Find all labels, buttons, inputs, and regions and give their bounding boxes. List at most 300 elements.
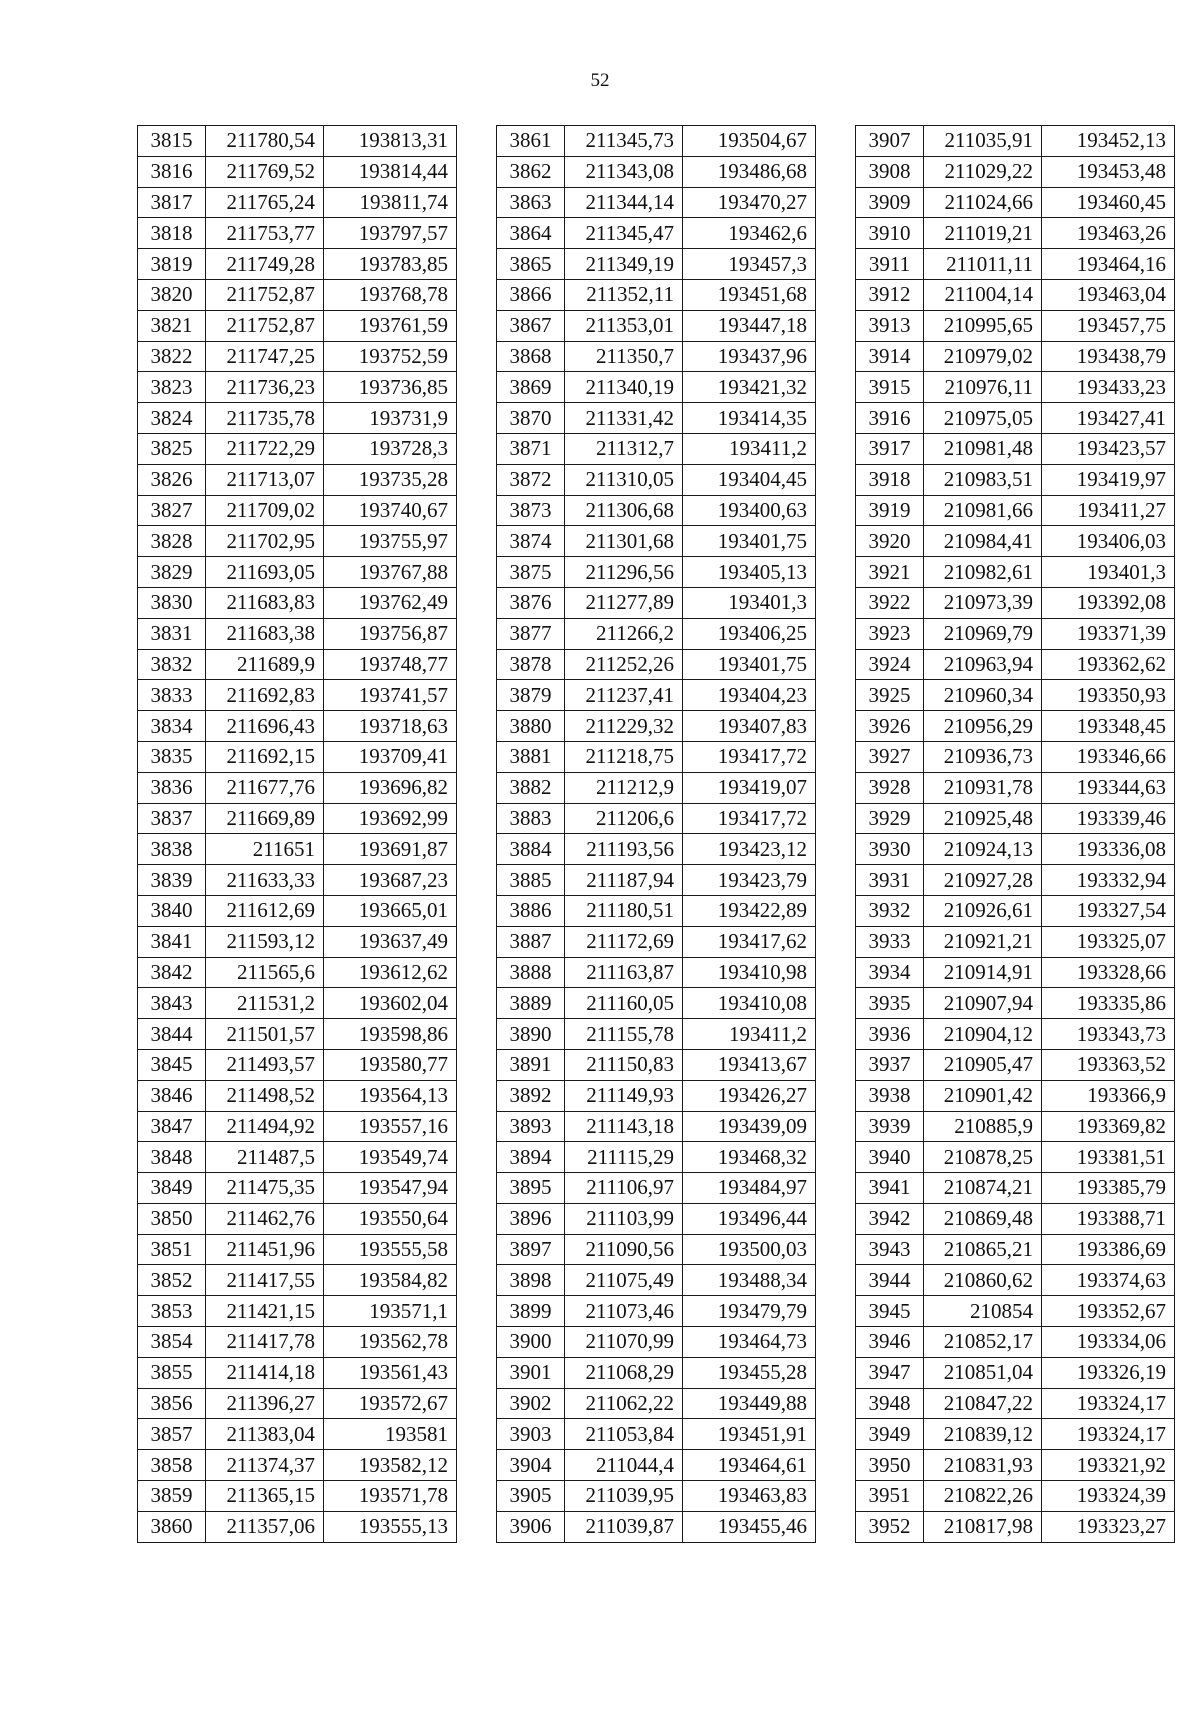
point-number-cell: 3830 (138, 587, 206, 618)
point-number-cell: 3874 (497, 526, 565, 557)
y-coordinate-cell: 193468,32 (683, 1142, 816, 1173)
point-number-cell: 3832 (138, 649, 206, 680)
x-coordinate-cell: 211218,75 (565, 741, 683, 772)
y-coordinate-cell: 193484,97 (683, 1173, 816, 1204)
y-coordinate-cell: 193385,79 (1042, 1173, 1175, 1204)
x-coordinate-cell: 210921,21 (924, 926, 1042, 957)
x-coordinate-cell: 211501,57 (206, 1019, 324, 1050)
x-coordinate-cell: 211612,69 (206, 895, 324, 926)
x-coordinate-cell: 211749,28 (206, 249, 324, 280)
table-row (497, 680, 816, 711)
x-coordinate-cell: 210981,48 (924, 433, 1042, 464)
point-number-cell: 3907 (856, 126, 924, 157)
point-number-cell: 3836 (138, 772, 206, 803)
y-coordinate-cell: 193417,72 (683, 741, 816, 772)
point-number-cell: 3882 (497, 772, 565, 803)
y-coordinate-cell: 193768,78 (324, 279, 457, 310)
point-number-cell: 3937 (856, 1049, 924, 1080)
y-coordinate-cell: 193460,45 (1042, 187, 1175, 218)
y-coordinate-cell: 193783,85 (324, 249, 457, 280)
x-coordinate-cell: 211531,2 (206, 988, 324, 1019)
x-coordinate-cell: 210904,12 (924, 1019, 1042, 1050)
table-row (138, 803, 457, 834)
y-coordinate-cell: 193324,17 (1042, 1419, 1175, 1450)
y-coordinate-cell: 193455,28 (683, 1357, 816, 1388)
x-coordinate-cell: 211345,73 (565, 126, 683, 157)
table-row (497, 1357, 816, 1388)
table-row (856, 1019, 1175, 1050)
x-coordinate-cell: 210995,65 (924, 310, 1042, 341)
y-coordinate-cell: 193496,44 (683, 1203, 816, 1234)
table-row (497, 187, 816, 218)
x-coordinate-cell: 210852,17 (924, 1327, 1042, 1358)
x-coordinate-cell: 211237,41 (565, 680, 683, 711)
y-coordinate-cell: 193439,09 (683, 1111, 816, 1142)
point-number-cell: 3822 (138, 341, 206, 372)
point-number-cell: 3862 (497, 156, 565, 187)
y-coordinate-cell: 193406,25 (683, 618, 816, 649)
x-coordinate-cell: 211353,01 (565, 310, 683, 341)
point-number-cell: 3934 (856, 957, 924, 988)
x-coordinate-cell: 210854 (924, 1296, 1042, 1327)
point-number-cell: 3922 (856, 587, 924, 618)
table-row (138, 279, 457, 310)
y-coordinate-cell: 193427,41 (1042, 403, 1175, 434)
table-row (856, 1173, 1175, 1204)
point-number-cell: 3842 (138, 957, 206, 988)
point-number-cell: 3876 (497, 587, 565, 618)
y-coordinate-cell: 193813,31 (324, 126, 457, 157)
point-number-cell: 3878 (497, 649, 565, 680)
x-coordinate-cell: 210905,47 (924, 1049, 1042, 1080)
table-row (497, 834, 816, 865)
point-number-cell: 3880 (497, 711, 565, 742)
y-coordinate-cell: 193362,62 (1042, 649, 1175, 680)
x-coordinate-cell: 210936,73 (924, 741, 1042, 772)
x-coordinate-cell: 211462,76 (206, 1203, 324, 1234)
point-number-cell: 3852 (138, 1265, 206, 1296)
table-row (497, 1265, 816, 1296)
y-coordinate-cell: 193438,79 (1042, 341, 1175, 372)
table-row (856, 1080, 1175, 1111)
x-coordinate-cell: 211035,91 (924, 126, 1042, 157)
point-number-cell: 3820 (138, 279, 206, 310)
x-coordinate-cell: 211277,89 (565, 587, 683, 618)
table-row (138, 1111, 457, 1142)
point-number-cell: 3912 (856, 279, 924, 310)
y-coordinate-cell: 193756,87 (324, 618, 457, 649)
x-coordinate-cell: 211068,29 (565, 1357, 683, 1388)
y-coordinate-cell: 193419,97 (1042, 464, 1175, 495)
x-coordinate-cell: 210851,04 (924, 1357, 1042, 1388)
x-coordinate-cell: 211383,04 (206, 1419, 324, 1450)
y-coordinate-cell: 193404,23 (683, 680, 816, 711)
x-coordinate-cell: 211651 (206, 834, 324, 865)
point-number-cell: 3904 (497, 1450, 565, 1481)
x-coordinate-cell: 210975,05 (924, 403, 1042, 434)
y-coordinate-cell: 193571,1 (324, 1296, 457, 1327)
y-coordinate-cell: 193417,72 (683, 803, 816, 834)
point-number-cell: 3897 (497, 1234, 565, 1265)
table-row (497, 156, 816, 187)
point-number-cell: 3896 (497, 1203, 565, 1234)
point-number-cell: 3941 (856, 1173, 924, 1204)
table-row (856, 988, 1175, 1019)
table-row (138, 895, 457, 926)
y-coordinate-cell: 193741,57 (324, 680, 457, 711)
table-row (497, 772, 816, 803)
y-coordinate-cell: 193401,75 (683, 649, 816, 680)
table-row (138, 865, 457, 896)
point-number-cell: 3867 (497, 310, 565, 341)
table-row (138, 1388, 457, 1419)
point-number-cell: 3827 (138, 495, 206, 526)
y-coordinate-cell: 193363,52 (1042, 1049, 1175, 1080)
y-coordinate-cell: 193455,46 (683, 1511, 816, 1542)
x-coordinate-cell: 211073,46 (565, 1296, 683, 1327)
coordinates-table-1 (137, 125, 457, 1543)
y-coordinate-cell: 193334,06 (1042, 1327, 1175, 1358)
point-number-cell: 3825 (138, 433, 206, 464)
y-coordinate-cell: 193346,66 (1042, 741, 1175, 772)
point-number-cell: 3870 (497, 403, 565, 434)
point-number-cell: 3887 (497, 926, 565, 957)
table-row (497, 587, 816, 618)
y-coordinate-cell: 193452,13 (1042, 126, 1175, 157)
y-coordinate-cell: 193602,04 (324, 988, 457, 1019)
x-coordinate-cell: 211039,95 (565, 1481, 683, 1512)
point-number-cell: 3901 (497, 1357, 565, 1388)
x-coordinate-cell: 211349,19 (565, 249, 683, 280)
point-number-cell: 3952 (856, 1511, 924, 1542)
table-row (856, 557, 1175, 588)
y-coordinate-cell: 193752,59 (324, 341, 457, 372)
point-number-cell: 3826 (138, 464, 206, 495)
table-row (856, 680, 1175, 711)
x-coordinate-cell: 211155,78 (565, 1019, 683, 1050)
point-number-cell: 3843 (138, 988, 206, 1019)
x-coordinate-cell: 211421,15 (206, 1296, 324, 1327)
x-coordinate-cell: 211106,97 (565, 1173, 683, 1204)
point-number-cell: 3924 (856, 649, 924, 680)
y-coordinate-cell: 193324,39 (1042, 1481, 1175, 1512)
table-row (497, 495, 816, 526)
table-row (138, 1296, 457, 1327)
x-coordinate-cell: 211229,32 (565, 711, 683, 742)
y-coordinate-cell: 193421,32 (683, 372, 816, 403)
x-coordinate-cell: 211266,2 (565, 618, 683, 649)
x-coordinate-cell: 210969,79 (924, 618, 1042, 649)
table-row (497, 1481, 816, 1512)
x-coordinate-cell: 210860,62 (924, 1265, 1042, 1296)
x-coordinate-cell: 211735,78 (206, 403, 324, 434)
y-coordinate-cell: 193369,82 (1042, 1111, 1175, 1142)
x-coordinate-cell: 211451,96 (206, 1234, 324, 1265)
table-row (138, 587, 457, 618)
y-coordinate-cell: 193332,94 (1042, 865, 1175, 896)
x-coordinate-cell: 211345,47 (565, 218, 683, 249)
point-number-cell: 3891 (497, 1049, 565, 1080)
x-coordinate-cell: 211475,35 (206, 1173, 324, 1204)
y-coordinate-cell: 193814,44 (324, 156, 457, 187)
x-coordinate-cell: 211713,07 (206, 464, 324, 495)
y-coordinate-cell: 193464,61 (683, 1450, 816, 1481)
table-row (138, 711, 457, 742)
table-row (138, 433, 457, 464)
x-coordinate-cell: 211765,24 (206, 187, 324, 218)
x-coordinate-cell: 211565,6 (206, 957, 324, 988)
x-coordinate-cell: 211340,19 (565, 372, 683, 403)
table-row (497, 126, 816, 157)
point-number-cell: 3879 (497, 680, 565, 711)
x-coordinate-cell: 211493,57 (206, 1049, 324, 1080)
table-row (497, 1388, 816, 1419)
point-number-cell: 3851 (138, 1234, 206, 1265)
x-coordinate-cell: 210914,91 (924, 957, 1042, 988)
point-number-cell: 3861 (497, 126, 565, 157)
table-row (138, 218, 457, 249)
page-number: 52 (590, 70, 610, 91)
table-row (856, 1111, 1175, 1142)
table-row (856, 741, 1175, 772)
y-coordinate-cell: 193423,79 (683, 865, 816, 896)
y-coordinate-cell: 193692,99 (324, 803, 457, 834)
y-coordinate-cell: 193464,73 (683, 1327, 816, 1358)
point-number-cell: 3947 (856, 1357, 924, 1388)
x-coordinate-cell: 211187,94 (565, 865, 683, 896)
x-coordinate-cell: 211417,55 (206, 1265, 324, 1296)
x-coordinate-cell: 211669,89 (206, 803, 324, 834)
table-row (497, 464, 816, 495)
table-row (856, 587, 1175, 618)
table-row (856, 957, 1175, 988)
table-row (497, 249, 816, 280)
table-row (856, 1265, 1175, 1296)
y-coordinate-cell: 193561,43 (324, 1357, 457, 1388)
x-coordinate-cell: 211172,69 (565, 926, 683, 957)
table-row (497, 957, 816, 988)
y-coordinate-cell: 193555,58 (324, 1234, 457, 1265)
y-coordinate-cell: 193637,49 (324, 926, 457, 957)
point-number-cell: 3885 (497, 865, 565, 896)
x-coordinate-cell: 210973,39 (924, 587, 1042, 618)
table-row (497, 341, 816, 372)
point-number-cell: 3816 (138, 156, 206, 187)
y-coordinate-cell: 193328,66 (1042, 957, 1175, 988)
y-coordinate-cell: 193464,16 (1042, 249, 1175, 280)
table-row (856, 1296, 1175, 1327)
y-coordinate-cell: 193400,63 (683, 495, 816, 526)
coordinates-table-2 (496, 125, 816, 1543)
x-coordinate-cell: 211736,23 (206, 372, 324, 403)
point-number-cell: 3943 (856, 1234, 924, 1265)
x-coordinate-cell: 210924,13 (924, 834, 1042, 865)
table-row (856, 218, 1175, 249)
y-coordinate-cell: 193339,46 (1042, 803, 1175, 834)
y-coordinate-cell: 193580,77 (324, 1049, 457, 1080)
y-coordinate-cell: 193735,28 (324, 464, 457, 495)
y-coordinate-cell: 193449,88 (683, 1388, 816, 1419)
table-row (138, 1511, 457, 1542)
point-number-cell: 3946 (856, 1327, 924, 1358)
point-number-cell: 3846 (138, 1080, 206, 1111)
y-coordinate-cell: 193718,63 (324, 711, 457, 742)
table-row (856, 1357, 1175, 1388)
point-number-cell: 3949 (856, 1419, 924, 1450)
table-row (856, 1327, 1175, 1358)
x-coordinate-cell: 211752,87 (206, 279, 324, 310)
x-coordinate-cell: 210925,48 (924, 803, 1042, 834)
y-coordinate-cell: 193414,35 (683, 403, 816, 434)
x-coordinate-cell: 211090,56 (565, 1234, 683, 1265)
table-row (497, 279, 816, 310)
x-coordinate-cell: 211693,05 (206, 557, 324, 588)
point-number-cell: 3917 (856, 433, 924, 464)
table-row (856, 372, 1175, 403)
table-row (497, 803, 816, 834)
point-number-cell: 3942 (856, 1203, 924, 1234)
y-coordinate-cell: 193748,77 (324, 649, 457, 680)
point-number-cell: 3933 (856, 926, 924, 957)
y-coordinate-cell: 193386,69 (1042, 1234, 1175, 1265)
x-coordinate-cell: 211143,18 (565, 1111, 683, 1142)
y-coordinate-cell: 193352,67 (1042, 1296, 1175, 1327)
point-number-cell: 3895 (497, 1173, 565, 1204)
point-number-cell: 3821 (138, 310, 206, 341)
x-coordinate-cell: 211115,29 (565, 1142, 683, 1173)
point-number-cell: 3845 (138, 1049, 206, 1080)
table-row (497, 865, 816, 896)
x-coordinate-cell: 211343,08 (565, 156, 683, 187)
table-row (856, 433, 1175, 464)
y-coordinate-cell: 193571,78 (324, 1481, 457, 1512)
point-number-cell: 3877 (497, 618, 565, 649)
table-row (856, 1142, 1175, 1173)
table-row (138, 1265, 457, 1296)
table-row (138, 310, 457, 341)
table-row (138, 741, 457, 772)
table-row (497, 1234, 816, 1265)
point-number-cell: 3818 (138, 218, 206, 249)
y-coordinate-cell: 193550,64 (324, 1203, 457, 1234)
point-number-cell: 3911 (856, 249, 924, 280)
x-coordinate-cell: 211344,14 (565, 187, 683, 218)
table-row (497, 711, 816, 742)
table-row (497, 1142, 816, 1173)
table-row (856, 1234, 1175, 1265)
x-coordinate-cell: 211070,99 (565, 1327, 683, 1358)
table-row (856, 1388, 1175, 1419)
y-coordinate-cell: 193755,97 (324, 526, 457, 557)
point-number-cell: 3890 (497, 1019, 565, 1050)
point-number-cell: 3950 (856, 1450, 924, 1481)
table-row (497, 1511, 816, 1542)
point-number-cell: 3945 (856, 1296, 924, 1327)
table-row (856, 1419, 1175, 1450)
point-number-cell: 3863 (497, 187, 565, 218)
table-row (497, 526, 816, 557)
y-coordinate-cell: 193325,07 (1042, 926, 1175, 957)
table-row (138, 156, 457, 187)
x-coordinate-cell: 211103,99 (565, 1203, 683, 1234)
table-row (856, 618, 1175, 649)
y-coordinate-cell: 193401,3 (683, 587, 816, 618)
table-row (856, 403, 1175, 434)
table-row (138, 126, 457, 157)
x-coordinate-cell: 211494,92 (206, 1111, 324, 1142)
y-coordinate-cell: 193451,68 (683, 279, 816, 310)
x-coordinate-cell: 210984,41 (924, 526, 1042, 557)
table-row (138, 1049, 457, 1080)
table-row (497, 372, 816, 403)
y-coordinate-cell: 193479,79 (683, 1296, 816, 1327)
point-number-cell: 3837 (138, 803, 206, 834)
point-number-cell: 3859 (138, 1481, 206, 1512)
x-coordinate-cell: 211296,56 (565, 557, 683, 588)
table-row (856, 1203, 1175, 1234)
y-coordinate-cell: 193381,51 (1042, 1142, 1175, 1173)
x-coordinate-cell: 210960,34 (924, 680, 1042, 711)
y-coordinate-cell: 193462,6 (683, 218, 816, 249)
x-coordinate-cell: 210901,42 (924, 1080, 1042, 1111)
x-coordinate-cell: 211709,02 (206, 495, 324, 526)
table-row (138, 372, 457, 403)
y-coordinate-cell: 193406,03 (1042, 526, 1175, 557)
y-coordinate-cell: 193321,92 (1042, 1450, 1175, 1481)
table-row (856, 495, 1175, 526)
table-row (497, 741, 816, 772)
y-coordinate-cell: 193423,12 (683, 834, 816, 865)
point-number-cell: 3854 (138, 1327, 206, 1358)
table-row (497, 926, 816, 957)
table-row (138, 1203, 457, 1234)
point-number-cell: 3875 (497, 557, 565, 588)
x-coordinate-cell: 211039,87 (565, 1511, 683, 1542)
x-coordinate-cell: 210817,98 (924, 1511, 1042, 1542)
point-number-cell: 3898 (497, 1265, 565, 1296)
y-coordinate-cell: 193422,89 (683, 895, 816, 926)
table-row (138, 464, 457, 495)
table-row (138, 249, 457, 280)
x-coordinate-cell: 210976,11 (924, 372, 1042, 403)
point-number-cell: 3936 (856, 1019, 924, 1050)
table-row (856, 865, 1175, 896)
y-coordinate-cell: 193557,16 (324, 1111, 457, 1142)
table-row (138, 1019, 457, 1050)
table-row (138, 1419, 457, 1450)
point-number-cell: 3944 (856, 1265, 924, 1296)
x-coordinate-cell: 211062,22 (565, 1388, 683, 1419)
x-coordinate-cell: 211149,93 (565, 1080, 683, 1111)
point-number-cell: 3903 (497, 1419, 565, 1450)
table-row (856, 526, 1175, 557)
point-number-cell: 3857 (138, 1419, 206, 1450)
x-coordinate-cell: 211593,12 (206, 926, 324, 957)
y-coordinate-cell: 193811,74 (324, 187, 457, 218)
y-coordinate-cell: 193410,08 (683, 988, 816, 1019)
y-coordinate-cell: 193761,59 (324, 310, 457, 341)
y-coordinate-cell: 193463,83 (683, 1481, 816, 1512)
x-coordinate-cell: 211696,43 (206, 711, 324, 742)
y-coordinate-cell: 193488,34 (683, 1265, 816, 1296)
point-number-cell: 3951 (856, 1481, 924, 1512)
point-number-cell: 3828 (138, 526, 206, 557)
y-coordinate-cell: 193547,94 (324, 1173, 457, 1204)
point-number-cell: 3920 (856, 526, 924, 557)
point-number-cell: 3892 (497, 1080, 565, 1111)
table-row (138, 957, 457, 988)
x-coordinate-cell: 211357,06 (206, 1511, 324, 1542)
